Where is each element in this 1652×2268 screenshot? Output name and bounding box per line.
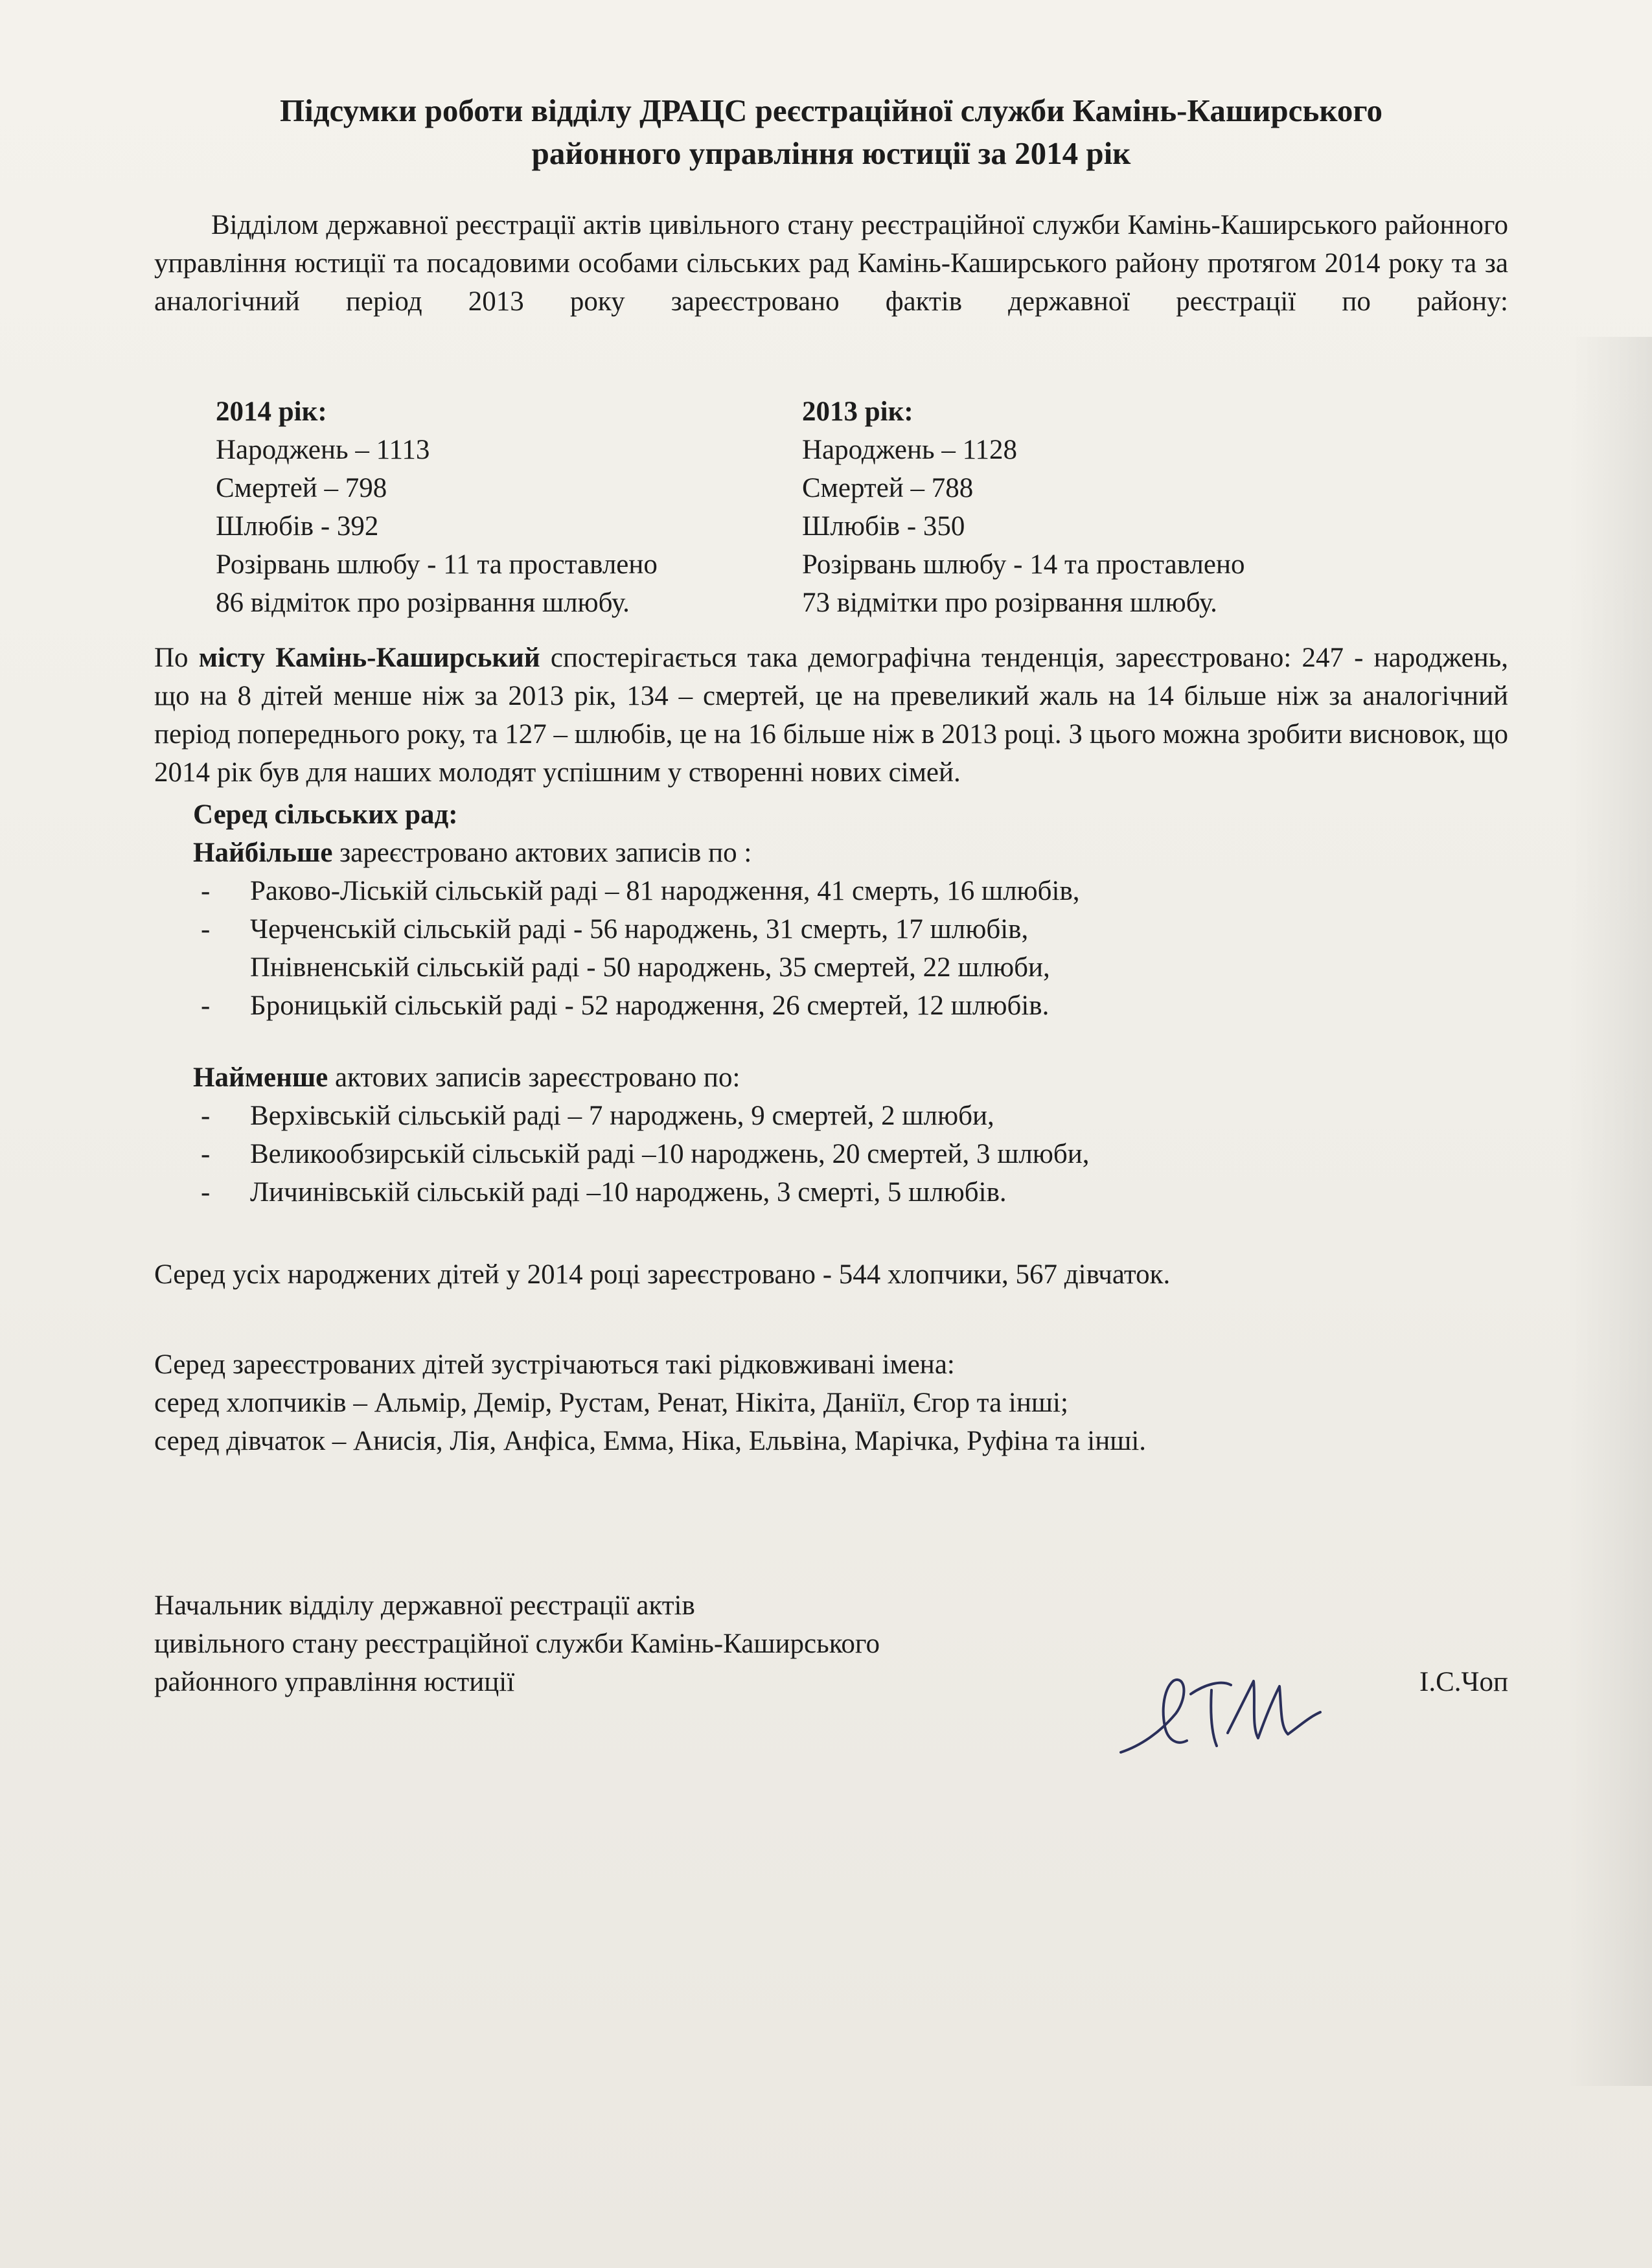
title-line-1: Підсумки роботи відділу ДРАЦС реєстраційної служби Камінь-Каширського [280, 93, 1382, 128]
stats-2014-deaths: Смертей – 798 [216, 473, 387, 503]
list-item: - Черченській сільській раді - 56 народжень, 31 смерть, 17 шлюбів, [201, 914, 1029, 945]
list-item: - Раково-Ліській сільській раді – 81 народження, 41 смерть, 16 шлюбів, [201, 876, 1080, 906]
scan-edge-shadow [1568, 337, 1652, 2086]
list-item: - Броницькій сільській раді - 52 народження, 26 смертей, 12 шлюбів. [201, 991, 1050, 1021]
most-label: Найбільше [193, 838, 333, 868]
title-line-2: районного управління юстиції за 2014 рік [531, 135, 1131, 171]
most-list [154, 872, 1508, 1025]
list-item: Пнівненській сільській раді - 50 народжень, 35 смертей, 22 шлюби, [250, 952, 1050, 983]
signatory-line-3: районного управління юстиції [154, 1667, 515, 1697]
list-item: - Верхівській сільській раді – 7 народжень, 9 смертей, 2 шлюби, [201, 1101, 994, 1131]
rare-names [154, 1346, 1508, 1460]
city-text: спостерігається така демографічна тенденція, зареєстровано: 247 - народжень, що на 8 дітей менше ніж за 2013 рік, 134 – смертей, це на превеликий жаль на 14 більше ніж за аналогічний період попереднього року, та 127 – шлюбів, це на 16 більше ніж в 2013 році. З цього можна зробити висновок, що 2014 рік був для наших молодят успішним у створенні нових сімей. [154, 643, 1508, 788]
list-item: - Личинівській сільській раді –10 народжень, 3 смерті, 5 шлюбів. [201, 1177, 1007, 1208]
signatory-name: І.С.Чоп [1419, 1667, 1508, 1697]
stats-2014-divorces-1: Розірвань шлюбу - 11 та проставлено [216, 549, 658, 580]
rural-heading: Серед сільських рад: [193, 799, 458, 830]
stats-2014-label: 2014 рік: [216, 396, 327, 427]
stats-2014-divorces-2: 86 відміток про розірвання шлюбу. [216, 588, 630, 618]
document-title [154, 89, 1508, 175]
yearly-stats [216, 393, 1508, 622]
city-name: місту Камінь-Каширський [198, 643, 540, 673]
handwritten-signature [1114, 1655, 1328, 1765]
document-body [154, 89, 1508, 1701]
children-total: Серед усіх народжених дітей у 2014 році зареєстровано - 544 хлопчики, 567 дівчаток. [154, 1259, 1171, 1290]
stats-2013-divorces-1: Розірвань шлюбу - 14 та проставлено [802, 549, 1245, 580]
city-prefix: По [154, 643, 199, 673]
rare-names-girls: серед дівчаток – Анисія, Лія, Анфіса, Емма, Ніка, Ельвіна, Марічка, Руфіна та інші. [154, 1426, 1147, 1456]
stats-2013 [802, 393, 1388, 622]
rare-names-intro: Серед зареєстрованих дітей зустрічаються такі рідковживані імена: [154, 1349, 955, 1380]
stats-2014 [216, 393, 802, 622]
least-text: актових записів зареєстровано по: [328, 1062, 740, 1093]
signatory-line-2: цивільного стану реєстраційної служби Камінь-Каширського [154, 1629, 880, 1659]
stats-2013-deaths: Смертей – 788 [802, 473, 974, 503]
stats-2014-births: Народжень – 1113 [216, 435, 430, 465]
signatory-line-1: Начальник відділу державної реєстрації актів [154, 1590, 695, 1621]
list-item: - Великообзирській сільській раді –10 народжень, 20 смертей, 3 шлюби, [201, 1139, 1090, 1169]
stats-2013-divorces-2: 73 відмітки про розірвання шлюбу. [802, 588, 1217, 618]
stats-2013-births: Народжень – 1128 [802, 435, 1018, 465]
least-label: Найменше [193, 1062, 328, 1093]
rural-section [154, 796, 1508, 1211]
stats-2014-marriages: Шлюбів - 392 [216, 511, 379, 542]
intro-paragraph: Відділом державної реєстрації актів цивільного стану реєстраційної служби Камінь-Каширського районного управління юстиції та посадовими особами сільських рад Камінь-Каширського району протягом 2014 року та за аналогічний період 2013 року зареєстровано фактів державної реєстрації по району: [154, 210, 1508, 317]
stats-2013-marriages: Шлюбів - 350 [802, 511, 965, 542]
least-heading [193, 1059, 1508, 1097]
most-heading [193, 834, 1508, 872]
stats-2013-label: 2013 рік: [802, 396, 913, 427]
most-text: зареєстровано актових записів по : [332, 838, 752, 868]
city-paragraph [154, 639, 1508, 792]
least-list [154, 1097, 1508, 1211]
rare-names-boys: серед хлопчиків – Альмір, Демір, Рустам, Ренат, Нікіта, Даніїл, Єгор та інші; [154, 1388, 1068, 1418]
